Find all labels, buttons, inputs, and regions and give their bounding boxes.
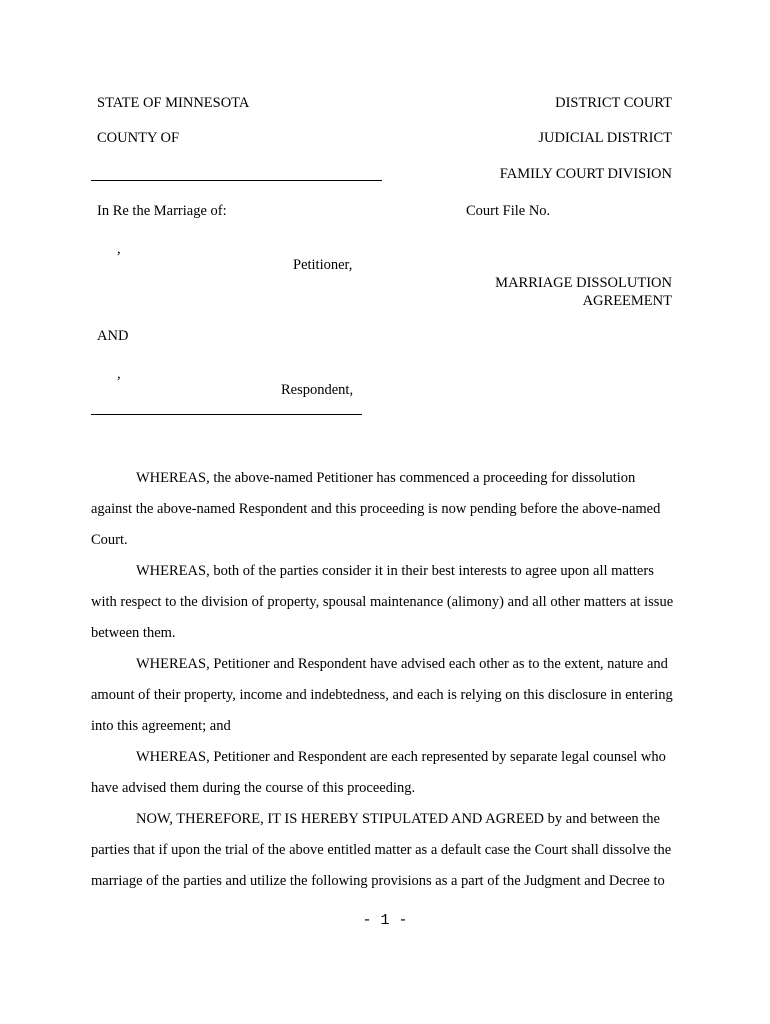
respondent-label: Respondent,: [281, 382, 354, 398]
in-re-label: In Re the Marriage of:: [97, 203, 227, 219]
body-line: NOW, THEREFORE, IT IS HEREBY STIPULATED AND AGREED by and between the: [136, 811, 660, 827]
caption-bottom-rule: [91, 414, 362, 415]
body-line: marriage of the parties and utilize the following provisions as a part of the Judgment and Decree to: [91, 873, 665, 889]
body-line: amount of their property, income and indebtedness, and each is relying on this disclosure in entering: [91, 687, 673, 703]
agreement-body: [91, 463, 685, 897]
body-line: WHEREAS, the above-named Petitioner has commenced a proceeding for dissolution: [136, 470, 636, 486]
court-file-number-label: Court File No.: [466, 203, 551, 219]
respondent-name-blank: ,: [117, 366, 121, 382]
body-line: Court.: [91, 532, 128, 548]
body-line: WHEREAS, Petitioner and Respondent have advised each other as to the extent, nature and: [136, 656, 668, 672]
judicial-district-label: JUDICIAL DISTRICT: [538, 130, 672, 146]
document-title-line1: MARRIAGE DISSOLUTION: [495, 275, 672, 291]
family-court-division-label: FAMILY COURT DIVISION: [499, 166, 672, 182]
body-line: with respect to the division of property, spousal maintenance (alimony) and all other matters at issue: [91, 594, 674, 610]
body-line: into this agreement; and: [91, 718, 231, 734]
body-line: between them.: [91, 625, 176, 641]
county-label: COUNTY OF: [97, 130, 180, 146]
body-line: WHEREAS, both of the parties consider it in their best interests to agree upon all matters: [136, 563, 654, 579]
court-label: DISTRICT COURT: [555, 95, 672, 111]
document-title-line2: AGREEMENT: [582, 293, 672, 309]
state-label: STATE OF MINNESOTA: [97, 95, 250, 111]
body-line: parties that if upon the trial of the above entitled matter as a default case the Court shall dissolve the: [91, 842, 672, 858]
body-line: WHEREAS, Petitioner and Respondent are each represented by separate legal counsel who: [136, 749, 666, 765]
body-line: against the above-named Respondent and this proceeding is now pending before the above-named: [91, 501, 661, 517]
petitioner-name-blank: ,: [117, 241, 121, 257]
and-label: AND: [97, 328, 129, 344]
caption-top-rule: [91, 180, 382, 181]
body-line: have advised them during the course of this proceeding.: [91, 780, 416, 796]
page-number: - 1 -: [362, 912, 408, 929]
petitioner-label: Petitioner,: [293, 257, 353, 273]
